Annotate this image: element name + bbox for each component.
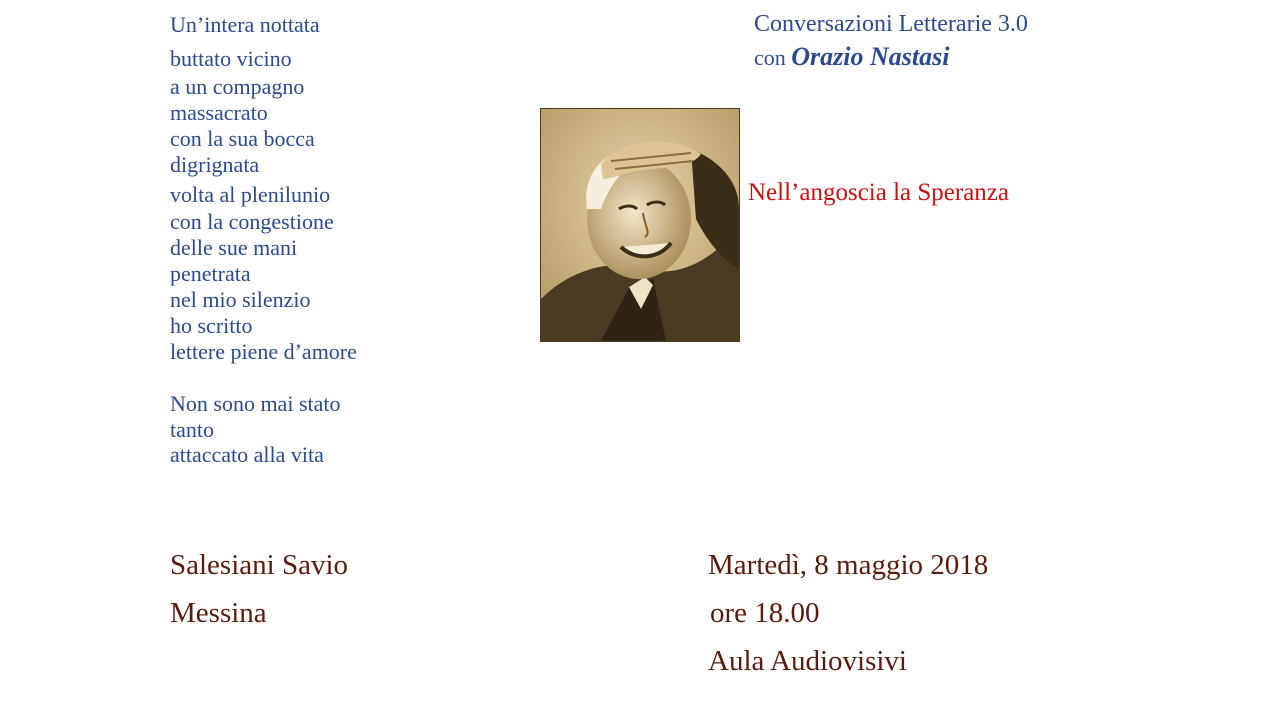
poem-line: attaccato alla vita (170, 442, 324, 467)
poem-line: nel mio silenzio (170, 287, 311, 312)
with-label: con (754, 45, 786, 70)
poem-line: a un compagno (170, 74, 305, 99)
series-title: Conversazioni Letterarie 3.0 (754, 11, 1028, 37)
poem-line: con la sua bocca (170, 126, 315, 151)
event-time: ore 18.00 (710, 597, 820, 629)
poem-line: buttato vicino (170, 46, 292, 71)
poem-line: volta al plenilunio (170, 182, 331, 207)
poem-line: con la congestione (170, 209, 334, 234)
event-room: Aula Audiovisivi (708, 645, 907, 677)
poem-line: penetrata (170, 261, 251, 286)
poem-line: lettere piene d’amore (170, 339, 357, 364)
author-line (754, 40, 1028, 75)
poem-line: ho scritto (170, 313, 253, 338)
sepia-portrait-icon (541, 109, 739, 341)
venue-name: Salesiani Savio (170, 549, 349, 581)
poem-line: delle sue mani (170, 235, 298, 260)
portrait-photo (540, 108, 740, 342)
poem-line: massacrato (170, 100, 268, 125)
event-title: Nell’angoscia la Speranza (748, 179, 1009, 206)
header (754, 8, 1028, 75)
venue-city: Messina (170, 597, 267, 629)
poem-line: Non sono mai stato (170, 391, 341, 416)
event-date: Martedì, 8 maggio 2018 (708, 549, 989, 581)
poem-line: Un’intera nottata (170, 12, 320, 37)
poem-line: digrignata (170, 152, 260, 177)
author-name: Orazio Nastasi (791, 42, 950, 71)
poem-line: tanto (170, 417, 214, 442)
